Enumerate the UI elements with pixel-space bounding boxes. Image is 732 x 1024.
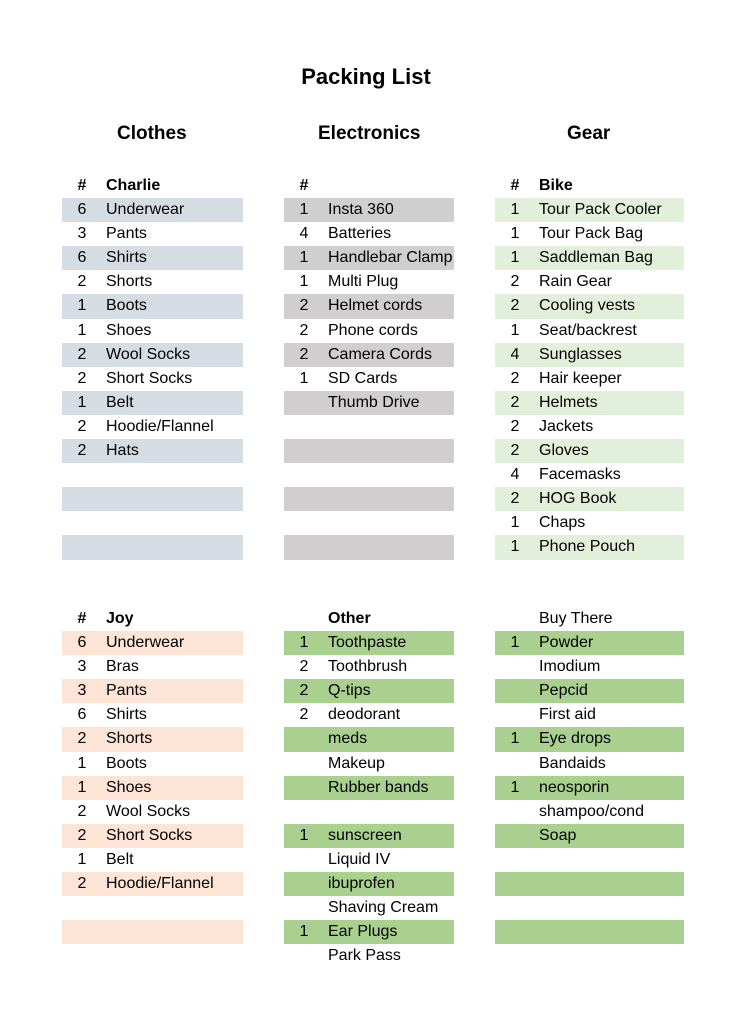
gear-row <box>495 511 684 535</box>
buy-there-row <box>495 703 684 727</box>
gear-row <box>495 246 684 270</box>
joy-qty-header: # <box>77 610 87 627</box>
electronics-row <box>284 246 454 270</box>
joy-row <box>62 727 243 751</box>
buy-there-row <box>495 679 684 703</box>
buy-there-row <box>495 655 684 679</box>
electronics-row <box>284 198 454 222</box>
item-name: Short Socks <box>106 826 193 844</box>
item-name: Pants <box>106 225 147 243</box>
electronics-header <box>284 174 454 198</box>
item-name: Tour Pack Bag <box>539 225 644 243</box>
quantity: 2 <box>77 442 87 460</box>
quantity: 3 <box>77 658 87 676</box>
item-name: Makeup <box>328 754 385 772</box>
item-name: Ear Plugs <box>328 923 398 941</box>
joy-row <box>62 848 243 872</box>
quantity: 2 <box>510 490 520 508</box>
quantity: 6 <box>77 634 87 652</box>
quantity: 2 <box>299 345 309 363</box>
item-name: Gloves <box>539 442 589 460</box>
quantity: 1 <box>510 730 520 748</box>
joy-row <box>62 872 243 896</box>
quantity: 1 <box>510 321 520 339</box>
buy-there-row <box>495 872 684 896</box>
quantity: 1 <box>510 514 520 532</box>
item-name: Bras <box>106 658 139 676</box>
buy-there-item-header: Buy There <box>539 610 613 627</box>
other-row <box>284 679 454 703</box>
category-electronics: Electronics <box>318 123 421 144</box>
other-row <box>284 703 454 727</box>
item-name: meds <box>328 730 368 748</box>
charlie-row <box>62 343 243 367</box>
item-name: deodorant <box>328 706 401 724</box>
item-name: Hoodie/Flannel <box>106 875 214 893</box>
joy-row <box>62 800 243 824</box>
quantity: 3 <box>77 225 87 243</box>
item-name: Boots <box>106 297 147 315</box>
item-name: Phone Pouch <box>539 538 636 556</box>
other-row <box>284 776 454 800</box>
item-name: Hoodie/Flannel <box>106 417 214 435</box>
other-row <box>284 631 454 655</box>
item-name: Camera Cords <box>328 345 433 363</box>
item-name: Q-tips <box>328 682 371 700</box>
item-name: Soap <box>539 826 577 844</box>
item-name: Powder <box>539 634 594 652</box>
charlie-row <box>62 535 243 559</box>
item-name: Thumb Drive <box>328 393 420 411</box>
quantity: 1 <box>510 249 520 267</box>
charlie-clothes-list <box>62 174 243 560</box>
joy-row <box>62 679 243 703</box>
quantity: 4 <box>299 225 309 243</box>
category-gear: Gear <box>567 123 611 144</box>
charlie-row <box>62 511 243 535</box>
item-name: Eye drops <box>539 730 612 748</box>
item-name: Handlebar Clamp <box>328 249 453 267</box>
item-name: Insta 360 <box>328 201 394 219</box>
item-name: Seat/backrest <box>539 321 637 339</box>
buy-there-row <box>495 896 684 920</box>
buy-there-header <box>495 607 684 631</box>
buy-there-row <box>495 848 684 872</box>
page-title: Packing List <box>301 64 431 89</box>
item-name: Belt <box>106 850 134 868</box>
item-name: shampoo/cond <box>539 802 644 820</box>
quantity: 1 <box>77 778 87 796</box>
item-name: Liquid IV <box>328 850 391 868</box>
item-name: Helmet cords <box>328 297 423 315</box>
charlie-row <box>62 415 243 439</box>
charlie-row <box>62 487 243 511</box>
buy-there-row <box>495 800 684 824</box>
item-name: Wool Socks <box>106 345 191 363</box>
quantity: 1 <box>299 249 309 267</box>
item-name: Sunglasses <box>539 345 622 363</box>
gear-row <box>495 439 684 463</box>
item-name: HOG Book <box>539 490 617 508</box>
gear-row <box>495 535 684 559</box>
electronics-row <box>284 463 454 487</box>
item-name: Shorts <box>106 273 153 291</box>
joy-clothes-list <box>62 607 243 944</box>
item-name: Underwear <box>106 201 185 219</box>
item-name: Belt <box>106 393 134 411</box>
item-name: Shaving Cream <box>328 899 439 917</box>
quantity: 1 <box>77 850 87 868</box>
electronics-qty-header: # <box>299 177 309 194</box>
item-name: neosporin <box>539 778 610 796</box>
quantity: 1 <box>77 321 87 339</box>
item-name: Helmets <box>539 393 598 411</box>
quantity: 2 <box>77 273 87 291</box>
joy-row <box>62 703 243 727</box>
item-name: Underwear <box>106 634 185 652</box>
gear-row <box>495 343 684 367</box>
quantity: 1 <box>510 225 520 243</box>
item-name: Phone cords <box>328 321 418 339</box>
other-row <box>284 655 454 679</box>
gear-item-header: Bike <box>539 177 573 194</box>
buy-there-row <box>495 631 684 655</box>
charlie-row <box>62 222 243 246</box>
quantity: 1 <box>77 754 87 772</box>
other-row <box>284 896 454 920</box>
joy-row <box>62 824 243 848</box>
item-name: Shorts <box>106 730 153 748</box>
item-name: Batteries <box>328 225 392 243</box>
other-row <box>284 800 454 824</box>
item-name: Pepcid <box>539 682 588 700</box>
item-name: Shoes <box>106 321 152 339</box>
item-name: SD Cards <box>328 369 398 387</box>
buy-there-row <box>495 752 684 776</box>
quantity: 2 <box>510 393 520 411</box>
item-name: Multi Plug <box>328 273 399 291</box>
quantity: 2 <box>77 802 87 820</box>
quantity: 1 <box>299 273 309 291</box>
other-row <box>284 727 454 751</box>
gear-row <box>495 463 684 487</box>
joy-row <box>62 776 243 800</box>
quantity: 2 <box>299 706 309 724</box>
quantity: 4 <box>510 345 520 363</box>
electronics-row <box>284 343 454 367</box>
gear-qty-header: # <box>510 177 520 194</box>
quantity: 1 <box>77 393 87 411</box>
quantity: 3 <box>77 682 87 700</box>
gear-row <box>495 391 684 415</box>
quantity: 2 <box>77 730 87 748</box>
electronics-row <box>284 391 454 415</box>
quantity: 2 <box>510 273 520 291</box>
item-name: Boots <box>106 754 147 772</box>
charlie-row <box>62 270 243 294</box>
quantity: 2 <box>510 369 520 387</box>
quantity: 1 <box>510 634 520 652</box>
quantity: 2 <box>299 658 309 676</box>
other-row <box>284 872 454 896</box>
quantity: 6 <box>77 249 87 267</box>
quantity: 2 <box>77 417 87 435</box>
joy-header <box>62 607 243 631</box>
item-name: Short Socks <box>106 369 193 387</box>
charlie-header <box>62 174 243 198</box>
item-name: Hats <box>106 442 139 460</box>
charlie-row <box>62 198 243 222</box>
electronics-row <box>284 487 454 511</box>
buy-there-row <box>495 776 684 800</box>
electronics-row <box>284 294 454 318</box>
item-name: Toothbrush <box>328 658 408 676</box>
quantity: 1 <box>299 826 309 844</box>
other-header <box>284 607 454 631</box>
item-name: Imodium <box>539 658 601 676</box>
quantity: 2 <box>77 369 87 387</box>
item-name: Shoes <box>106 778 152 796</box>
item-name: Toothpaste <box>328 634 407 652</box>
buy-there-row <box>495 920 684 944</box>
item-name: Shirts <box>106 249 147 267</box>
quantity: 1 <box>510 201 520 219</box>
item-name: Bandaids <box>539 754 606 772</box>
quantity: 2 <box>299 682 309 700</box>
charlie-row <box>62 439 243 463</box>
gear-row <box>495 319 684 343</box>
quantity: 1 <box>299 369 309 387</box>
gear-row <box>495 198 684 222</box>
joy-row <box>62 752 243 776</box>
item-name: Tour Pack Cooler <box>539 201 662 219</box>
buy-there-list <box>495 607 684 944</box>
item-name: Hair keeper <box>539 369 622 387</box>
gear-row <box>495 367 684 391</box>
item-name: Facemasks <box>539 466 621 484</box>
charlie-row <box>62 367 243 391</box>
item-name: ibuprofen <box>328 875 395 893</box>
item-name: Chaps <box>539 514 586 532</box>
electronics-row <box>284 319 454 343</box>
electronics-row <box>284 222 454 246</box>
quantity: 2 <box>299 297 309 315</box>
item-name: Pants <box>106 682 147 700</box>
quantity: 2 <box>77 875 87 893</box>
joy-row <box>62 631 243 655</box>
gear-row <box>495 415 684 439</box>
quantity: 1 <box>77 297 87 315</box>
charlie-row <box>62 319 243 343</box>
quantity: 1 <box>299 923 309 941</box>
electronics-list <box>284 174 454 560</box>
quantity: 6 <box>77 201 87 219</box>
item-name: Rain Gear <box>539 273 612 291</box>
electronics-row <box>284 367 454 391</box>
quantity: 1 <box>299 201 309 219</box>
charlie-item-header: Charlie <box>106 177 161 194</box>
joy-item-header: Joy <box>106 610 134 627</box>
item-name: Cooling vests <box>539 297 636 315</box>
electronics-row <box>284 535 454 559</box>
joy-row <box>62 896 243 920</box>
quantity: 2 <box>299 321 309 339</box>
other-row <box>284 752 454 776</box>
electronics-row <box>284 415 454 439</box>
gear-row <box>495 294 684 318</box>
quantity: 1 <box>510 778 520 796</box>
quantity: 2 <box>77 345 87 363</box>
gear-row <box>495 487 684 511</box>
other-row <box>284 944 454 968</box>
quantity: 2 <box>510 417 520 435</box>
bike-gear-list <box>495 174 684 560</box>
charlie-row <box>62 391 243 415</box>
item-name: Rubber bands <box>328 778 429 796</box>
other-row <box>284 848 454 872</box>
gear-row <box>495 270 684 294</box>
other-item-header: Other <box>328 610 371 627</box>
quantity: 4 <box>510 466 520 484</box>
other-row <box>284 920 454 944</box>
item-name: Jackets <box>539 417 594 435</box>
quantity: 1 <box>299 634 309 652</box>
charlie-row <box>62 246 243 270</box>
charlie-row <box>62 294 243 318</box>
category-clothes: Clothes <box>117 123 187 144</box>
quantity: 6 <box>77 706 87 724</box>
charlie-qty-header: # <box>77 177 87 194</box>
item-name: First aid <box>539 706 596 724</box>
joy-row <box>62 655 243 679</box>
quantity: 1 <box>510 538 520 556</box>
buy-there-row <box>495 824 684 848</box>
gear-header <box>495 174 684 198</box>
electronics-row <box>284 439 454 463</box>
quantity: 2 <box>510 442 520 460</box>
other-row <box>284 824 454 848</box>
gear-row <box>495 222 684 246</box>
quantity: 2 <box>77 826 87 844</box>
item-name: sunscreen <box>328 826 402 844</box>
joy-row <box>62 920 243 944</box>
other-list <box>284 607 454 968</box>
item-name: Wool Socks <box>106 802 191 820</box>
electronics-row <box>284 511 454 535</box>
buy-there-row <box>495 727 684 751</box>
item-name: Park Pass <box>328 947 401 965</box>
item-name: Shirts <box>106 706 147 724</box>
quantity: 2 <box>510 297 520 315</box>
item-name: Saddleman Bag <box>539 249 653 267</box>
electronics-row <box>284 270 454 294</box>
charlie-row <box>62 463 243 487</box>
